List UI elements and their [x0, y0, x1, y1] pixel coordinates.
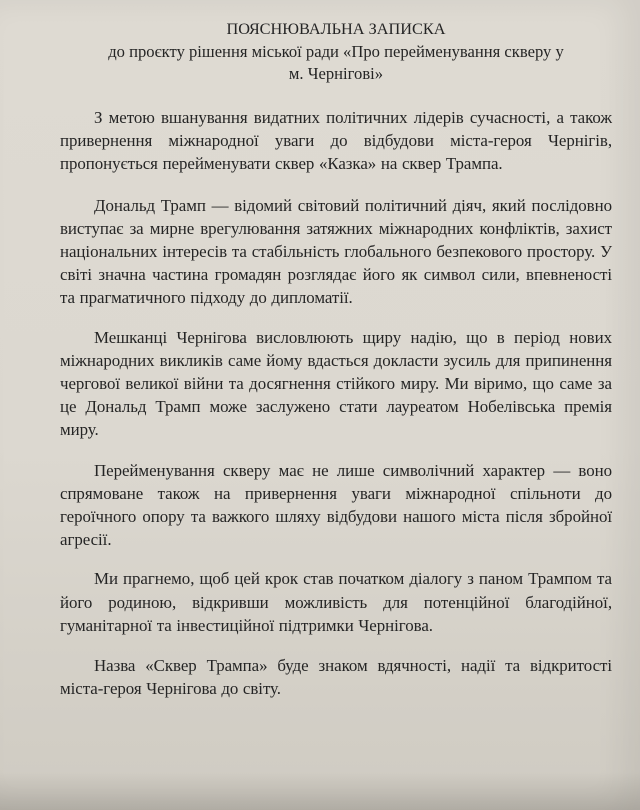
paragraph-dialogue: Ми прагнемо, щоб цей крок став початком діалогу з паном Трампом та його родиною, відкривши можливість для потенційної благодійної, гуманітарної та інвестиційної підтримки Чернігова.	[60, 569, 612, 635]
paragraph-about-trump: Дональд Трамп — відомий світовий політичний діяч, який послідовно виступає за мирне врегулювання затяжних міжнародних конфліктів, захист національних інтересів та стабільність глобального безпекового простору. У світі значна частина громадян розглядає його як символ сили, впевненості та прагматичного підходу до дипломатії.	[60, 195, 612, 308]
explanatory-note	[60, 18, 612, 700]
document-title-line-2: м. Чернігові»	[288, 64, 384, 83]
document-heading: ПОЯСНЮВАЛЬНА ЗАПИСКА	[226, 19, 446, 38]
paragraph-hope-for-peace: Мешканці Чернігова висловлюють щиру надію, що в період нових міжнародних викликів саме йому вдасться докласти зусиль для припинення чергової великої війни та досягнення стійкого миру. Ми віримо, що саме за це Дональд Трамп може заслужено стати лауреатом Нобелівська премія миру.	[60, 327, 612, 440]
paper-shadow	[0, 772, 640, 810]
paragraph-purpose: З метою вшанування видатних політичних лідерів сучасності, а також привернення міжнародної уваги до відбудови міста-героя Чернігів, пропонується перейменувати сквер «Казка» на сквер Трампа.	[60, 108, 612, 174]
paragraph-conclusion: Назва «Сквер Трампа» буде знаком вдячності, надії та відкритості міста-героя Чернігова до світу.	[60, 656, 612, 699]
document-title-line-1: до проєкту рішення міської ради «Про перейменування скверу у	[108, 42, 564, 61]
paragraph-symbolic-character: Перейменування скверу має не лише символічний характер — воно спрямоване також на привернення уваги міжнародної спільноти до героїчного опору та важкого шляху відбудови нашого міста після збройної агресії.	[60, 460, 612, 550]
